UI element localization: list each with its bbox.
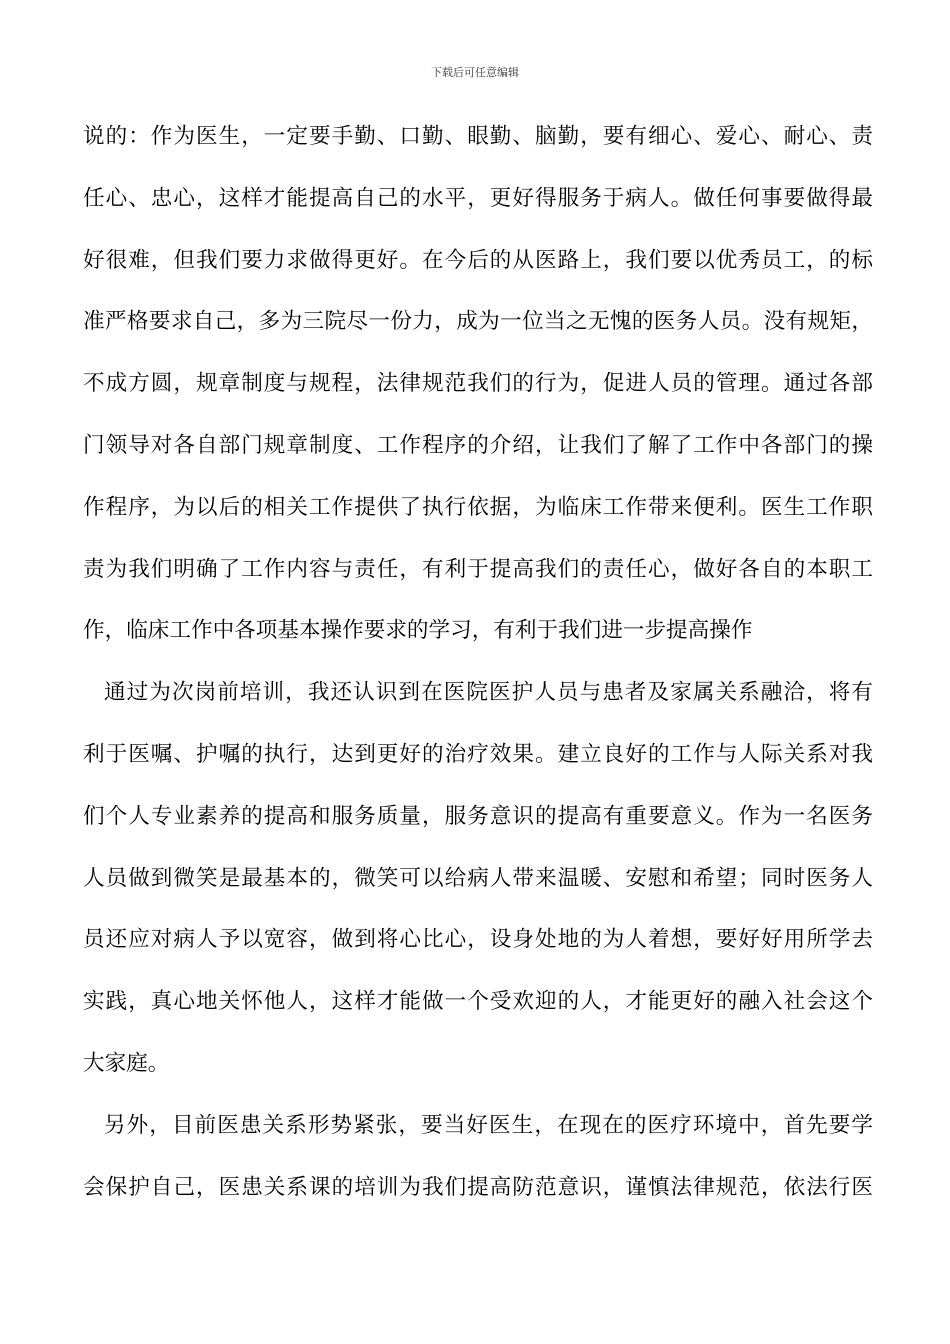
text-line: 利于医嘱、护嘱的执行，达到更好的治疗效果。建立良好的工作与人际关系对我 [83, 741, 873, 767]
text-line: 另外，目前医患关系形势紧张，要当好医生，在现在的医疗环境中，首先要学 [104, 1112, 873, 1138]
text-line: 说的：作为医生，一定要手勤、口勤、眼勤、脑勤，要有细心、爱心、耐心、责 [83, 124, 873, 149]
text-line: 不成方圆，规章制度与规程，法律规范我们的行为，促进人员的管理。通过各部 [83, 371, 873, 397]
text-line: 任心、忠心，这样才能提高自己的水平，更好得服务于病人。做任何事要做得最 [83, 185, 873, 211]
text-line: 实践，真心地关怀他人，这样才能做一个受欢迎的人，才能更好的融入社会这个 [83, 989, 873, 1015]
paragraph-2 [83, 673, 873, 1106]
paragraph-3 [83, 1106, 873, 1230]
text-line: 们个人专业素养的提高和服务质量，服务意识的提高有重要意义。作为一名医务 [83, 803, 873, 829]
text-line: 门领导对各自部门规章制度、工作程序的介绍，让我们了解了工作中各部门的操 [83, 432, 873, 458]
text-line: 作程序，为以后的相关工作提供了执行依据，为临床工作带来便利。医生工作职 [83, 494, 873, 520]
paragraph-1 [83, 117, 873, 673]
text-line: 会保护自己，医患关系课的培训为我们提高防范意识，谨慎法律规范，依法行医 [83, 1174, 873, 1200]
page-header: 下载后可任意编辑 [431, 66, 519, 79]
text-line: 好很难，但我们要力求做得更好。在今后的从医路上，我们要以优秀员工，的标 [83, 247, 873, 273]
document-body [83, 117, 873, 1229]
text-line: 员还应对病人予以宽容，做到将心比心，设身处地的为人着想，要好好用所学去 [83, 927, 873, 953]
text-line: 准严格要求自己，多为三院尽一份力，成为一位当之无愧的医务人员。没有规矩， [83, 309, 873, 335]
text-line: 人员做到微笑是最基本的，微笑可以给病人带来温暖、安慰和希望；同时医务人 [83, 865, 873, 891]
text-line: 通过为次岗前培训，我还认识到在医院医护人员与患者及家属关系融洽，将有 [104, 680, 873, 706]
text-line: 责为我们明确了工作内容与责任，有利于提高我们的责任心，做好各自的本职工 [83, 556, 873, 582]
text-line: 作，临床工作中各项基本操作要求的学习，有利于我们进一步提高操作 [83, 618, 753, 644]
text-line: 大家庭。 [83, 1050, 170, 1076]
